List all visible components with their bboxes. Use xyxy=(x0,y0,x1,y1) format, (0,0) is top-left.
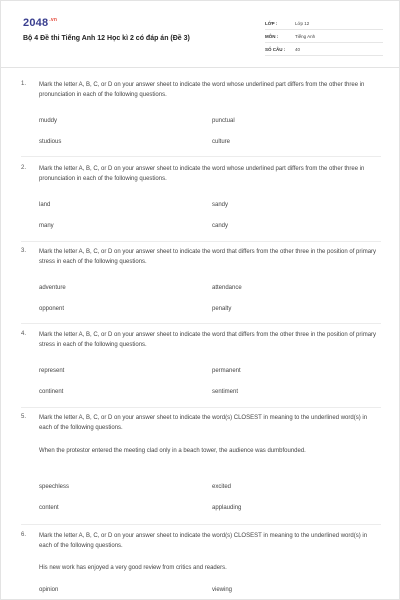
question-item xyxy=(21,414,381,526)
option-b[interactable]: permanent xyxy=(212,368,241,374)
option-c[interactable]: many xyxy=(39,223,54,229)
question-text: Mark the letter A, B, C, or D on your answer sheet to indicate the word whose underlined part differs from the other three in pronunciation in each of the following questions. xyxy=(39,166,365,182)
meta-row-question-count xyxy=(265,43,383,56)
option-a[interactable]: land xyxy=(39,202,51,208)
question-divider xyxy=(21,407,381,408)
question-number: 6. xyxy=(21,532,27,538)
option-a[interactable]: speechless xyxy=(39,484,70,490)
option-d[interactable]: culture xyxy=(212,139,231,145)
option-b[interactable]: viewing xyxy=(212,587,233,593)
option-b[interactable]: sandy xyxy=(212,202,229,208)
question-item xyxy=(21,248,381,328)
question-text: Mark the letter A, B, C, or D on your answer sheet to indicate the word that differs from the other three in the position of primary stress in each of the following questions. xyxy=(39,249,377,265)
option-c[interactable]: continent xyxy=(39,389,64,395)
option-d[interactable]: sentiment xyxy=(212,389,239,395)
question-sentence: His new work has enjoyed a very good review from critics and readers. xyxy=(39,565,227,571)
meta-row-subject xyxy=(265,30,383,43)
option-d[interactable]: penalty xyxy=(212,306,232,312)
question-item xyxy=(21,532,381,600)
question-text: Mark the letter A, B, C, or D on your answer sheet to indicate the word(s) CLOSEST in meaning to the underlined word(s) in each of the following questions. xyxy=(39,533,368,549)
question-text: Mark the letter A, B, C, or D on your answer sheet to indicate the word(s) CLOSEST in meaning to the underlined word(s) in each of the following questions. xyxy=(39,415,368,431)
meta-label: SỐ CÂU : xyxy=(265,46,286,52)
meta-value: Lớp 12 xyxy=(295,20,310,26)
option-c[interactable]: opponent xyxy=(39,306,65,312)
option-c[interactable]: studious xyxy=(39,139,62,145)
header-divider xyxy=(1,67,400,68)
question-divider xyxy=(21,241,381,242)
option-a[interactable]: represent xyxy=(39,368,65,374)
logo-suffix: .vn xyxy=(49,17,58,24)
option-b[interactable]: punctual xyxy=(212,118,235,124)
option-b[interactable]: excited xyxy=(212,484,232,490)
question-text: Mark the letter A, B, C, or D on your answer sheet to indicate the word whose underlined part differs from the other three in pronunciation in each of the following questions. xyxy=(39,82,365,98)
meta-row-class xyxy=(265,17,383,30)
meta-value: 40 xyxy=(295,46,301,52)
option-a[interactable]: adventure xyxy=(39,285,66,291)
question-divider xyxy=(21,524,381,525)
question-divider xyxy=(21,156,381,157)
meta-label: LỚP : xyxy=(265,20,278,26)
meta-value: Tiếng Anh xyxy=(295,33,316,39)
option-a[interactable]: muddy xyxy=(39,118,58,124)
option-a[interactable]: opinion xyxy=(39,587,59,593)
document-title: Bộ 4 Đề thi Tiếng Anh 12 Học kì 2 có đáp án (Đề 3) xyxy=(23,35,190,42)
document-header xyxy=(15,13,387,63)
question-text: Mark the letter A, B, C, or D on your answer sheet to indicate the word that differs from the other three in the position of primary stress in each of the following questions. xyxy=(39,332,377,348)
question-number: 1. xyxy=(21,81,27,87)
document-meta xyxy=(265,17,383,56)
question-number: 3. xyxy=(21,248,27,254)
question-sentence: When the protestor entered the meeting clad only in a beach tower, the audience was dumbfounded. xyxy=(39,448,306,454)
option-d[interactable]: candy xyxy=(212,223,229,229)
site-logo[interactable]: $2048^{.vn}$ xyxy=(23,17,58,29)
option-b[interactable]: attendance xyxy=(212,285,242,291)
question-divider xyxy=(21,323,381,324)
question-number: 2. xyxy=(21,165,27,171)
question-number: 5. xyxy=(21,414,27,420)
question-item xyxy=(21,165,381,245)
question-number: 4. xyxy=(21,331,27,337)
question-item xyxy=(21,331,381,411)
question-item xyxy=(21,81,381,161)
option-d[interactable]: applauding xyxy=(212,505,242,511)
meta-label: MÔN : xyxy=(265,33,279,39)
option-c[interactable]: content xyxy=(39,505,59,511)
